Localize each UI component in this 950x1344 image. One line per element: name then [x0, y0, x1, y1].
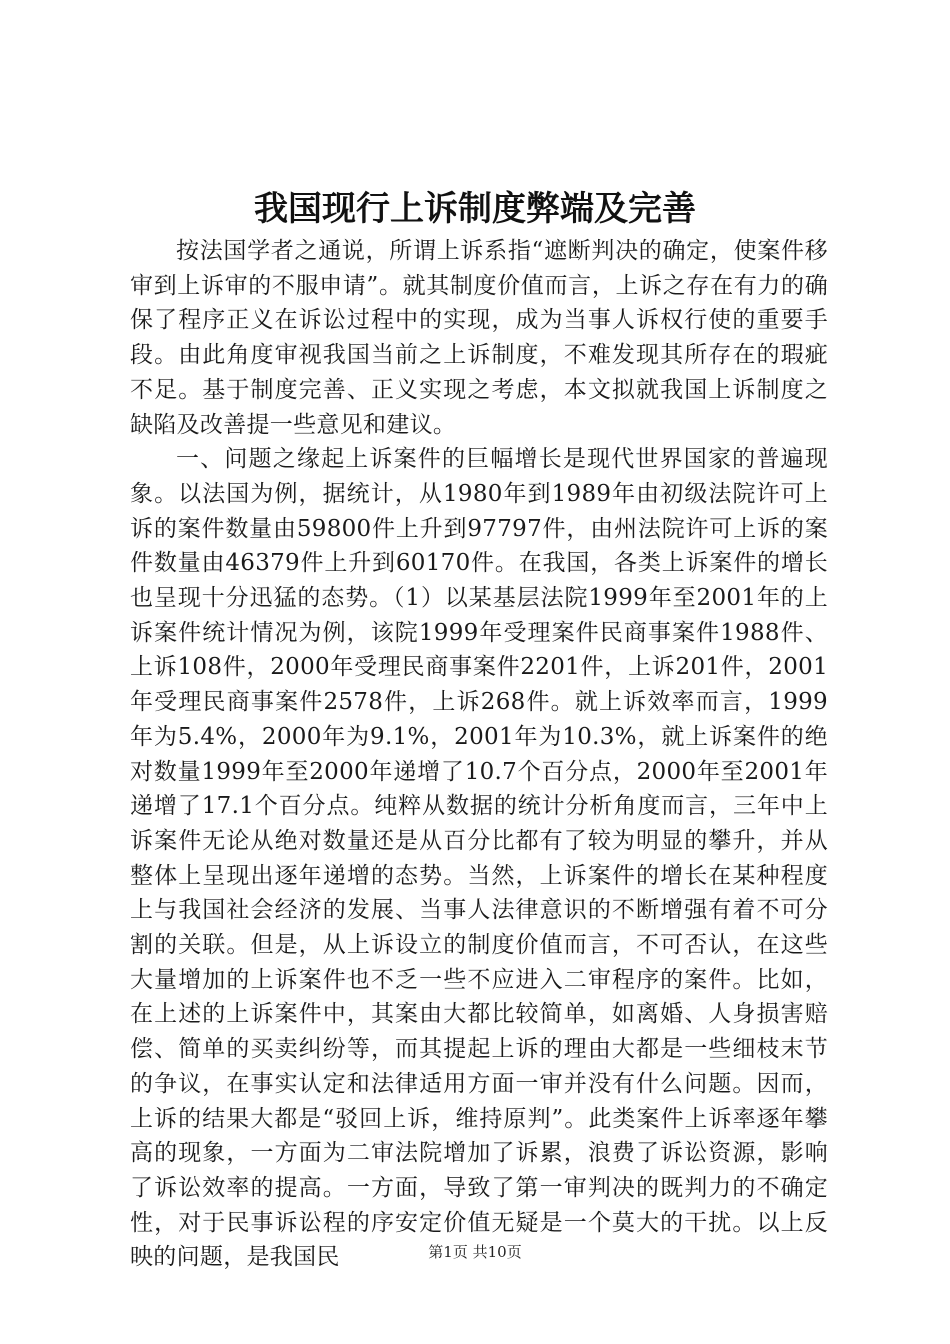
- paragraph-section-one: 一、问题之缘起上诉案件的巨幅增长是现代世界国家的普遍现象。以法国为例，据统计，从1980年到1989年由初级法院许可上诉的案件数量由59800件上升到97797件，由州法院许可上诉的案件数量由46379件上升到60170件。在我国，各类上诉案件的增长也呈现十分迅猛的态势。（1）以某基层法院1999年至2001年的上诉案件统计情况为例，该院1999年受理案件民商事案件1988件、上诉108件，2000年受理民商事案件2201件，上诉201件，2001年受理民商事案件2578件，上诉268件。就上诉效率而言，1999年为5.4%，2000年为9.1%，2001年为10.3%，就上诉案件的绝对数量1999年至2000年递增了10.7个百分点，2000年至2001年递增了17.1个百分点。纯粹从数据的统计分析角度而言，三年中上诉案件无论从绝对数量还是从百分比都有了较为明显的攀升，并从整体上呈现出逐年递增的态势。当然，上诉案件的增长在某种程度上与我国社会经济的发展、当事人法律意识的不断增强有着不可分割的关联。但是，从上诉设立的制度价值而言，不可否认，在这些大量增加的上诉案件也不乏一些不应进入二审程序的案件。比如，在上述的上诉案件中，其案由大都比较简单，如离婚、人身损害赔偿、简单的买卖纠纷等，而其提起上诉的理由大都是一些细枝末节的争议，在事实认定和法律适用方面一审并没有什么问题。因而，上诉的结果大都是“驳回上诉，维持原判”。此类案件上诉率逐年攀高的现象，一方面为二审法院增加了诉累，浪费了诉讼资源，影响了诉讼效率的提高。一方面，导致了第一审判决的既判力的不确定性，对于民事诉讼程的序安定价值无疑是一个莫大的干扰。以上反映的问题，是我国民: [130, 446, 828, 1271]
- document-body: [130, 234, 828, 1275]
- page-number: 第1页: [428, 1243, 468, 1261]
- page-footer: [0, 1242, 950, 1262]
- document-title: 我国现行上诉制度弊端及完善: [254, 189, 696, 229]
- page-total: 共10页: [472, 1243, 522, 1261]
- paragraph-intro: 按法国学者之通说，所谓上诉系指“遮断判决的确定，使案件移审到上诉审的不服申请”。就其制度价值而言，上诉之存在有力的确保了程序正义在诉讼过程中的实现，成为当事人诉权行使的重要手段。由此角度审视我国当前之上诉制度，不难发现其所存在的瑕疵不足。基于制度完善、正义实现之考虑，本文拟就我国上诉制度之缺陷及改善提一些意见和建议。: [130, 238, 828, 438]
